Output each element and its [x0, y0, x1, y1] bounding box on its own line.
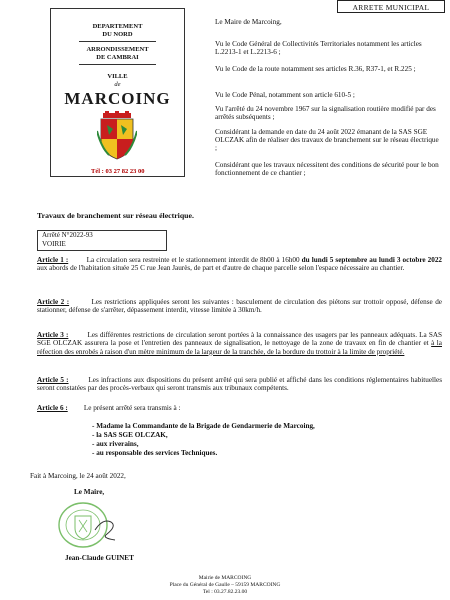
article-6 [37, 404, 442, 412]
recipient-item: - aux riverains, [92, 440, 139, 448]
article-3-text-underlined: à la réfection des enrobés à raison d'un mètre minimum de la largeur de la tranchée, de la bordure du trottoir à la limite de propriété. [37, 339, 442, 356]
article-1 [37, 256, 442, 273]
footer-line-1: Mairie de MARCOING [198, 575, 252, 581]
recipient-item: - la SAS SGE OLCZAK, [92, 431, 168, 439]
vu-cgct: Vu le Code Général de Collectivités Territoriales notamment les articles L.2213-1 et L.2213-6 ; [215, 40, 422, 57]
recipients-list [92, 422, 432, 458]
vu-code-route: Vu le Code de la route notamment ses articles R.36, R37-1, et R.225 ; [215, 65, 416, 73]
town-name: MARCOING [64, 89, 171, 108]
arrete-number: Arrêté N°2022-93 [42, 231, 93, 239]
article-3-text-a: Les différentes restrictions de circulation seront portées à la connaissance des usagers par les panneaux adéquats. La SAS SGE OLCZAK assurera la pose et l'entretien des panneaux de signalisation, le nettoyage de la zone de travaux en fin de chantier et [37, 331, 443, 348]
de-label: de [114, 81, 121, 88]
arrete-reference-box [37, 230, 167, 251]
place-date: Fait à Marcoing, le 24 août 2022, [30, 472, 126, 480]
coat-of-arms-icon [97, 111, 137, 161]
article-5-label: Article 5 : [37, 376, 69, 384]
article-3 [37, 331, 442, 356]
article-5-text: Les infractions aux dispositions du présent arrêté qui sera publié et affiché dans les conditions réglementaires habituelles seront constatées par des procès-verbaux qui seront transmis aux tribunaux compétents. [37, 376, 442, 393]
maire-line: Le Maire de Marcoing, [215, 18, 282, 26]
subject-line: Travaux de branchement sur réseau électrique. [37, 211, 194, 220]
article-1-dates: du lundi 5 septembre au lundi 3 octobre 2022 [301, 256, 443, 264]
mairie-stamp-icon [55, 500, 121, 550]
footer-line-2: Place du Général de Gaulle – 59159 MARCOING [169, 582, 281, 588]
header-title: ARRETE MUNICIPAL [337, 0, 445, 13]
considerant-securite: Considérant que les travaux nécessitent des conditions de sécurité pour le bon fonctionnement de ce chantier ; [215, 161, 439, 178]
considerant-demande: Considérant la demande en date du 24 août 2022 émanant de la SAS SGE OLCZAK afin de réaliser des travaux de branchement sur le réseau électrique ; [215, 128, 439, 153]
vu-code-penal: Vu le Code Pénal, notamment son article 610-5 ; [215, 91, 355, 99]
signatory-title: Le Maire, [74, 488, 105, 496]
article-5 [37, 376, 442, 393]
article-1-label: Article 1 : [37, 256, 69, 264]
article-6-label: Article 6 : [37, 404, 68, 412]
vu-arrete-1967: Vu l'arrêté du 24 novembre 1967 sur la signalisation routière modifié par des arrêtés subséquents ; [215, 105, 436, 122]
ville-label: VILLE [107, 73, 128, 80]
recipient-item: - au responsable des services Techniques. [92, 449, 218, 457]
phone-number: Tél : 03 27 82 23 00 [91, 168, 145, 175]
letterhead-box [50, 8, 185, 177]
article-1-text-a: La circulation sera restreinte et le stationnement interdit de 8h00 à 16h00 [86, 256, 300, 264]
arrete-category: VOIRIE [42, 240, 66, 248]
signatory-name: Jean-Claude GUINET [65, 554, 134, 562]
footer-line-3: Tel : 03.27.82.23.00 [202, 589, 248, 595]
article-3-label: Article 3 : [37, 331, 69, 339]
article-2-text: Les restrictions appliquées seront les suivantes : basculement de circulation des piétons sur trottoir opposé, défense de stationner, défense de s'arrêter, dépassement interdit, vitesse limitée à 30km/h. [37, 298, 442, 315]
recipient-item: - Madame la Commandante de la Brigade de Gendarmerie de Marcoing, [92, 422, 315, 430]
arrondissement-label-2: DE CAMBRAI [96, 54, 139, 61]
arrondissement-label: ARRONDISSEMENT [86, 46, 149, 53]
department-label: DEPARTEMENT [92, 23, 143, 30]
article-2 [37, 298, 442, 315]
divider [79, 41, 156, 42]
article-6-text: Le présent arrêté sera transmis à : [83, 404, 181, 412]
department-label-2: DU NORD [102, 31, 133, 38]
article-2-label: Article 2 : [37, 298, 70, 306]
article-1-text-b: aux abords de l'habitation située 25 C rue Jean Jaurès, de part et d'autre de chaque parcelle selon l'espace nécessaire au chantier. [37, 264, 405, 273]
divider [79, 64, 156, 65]
